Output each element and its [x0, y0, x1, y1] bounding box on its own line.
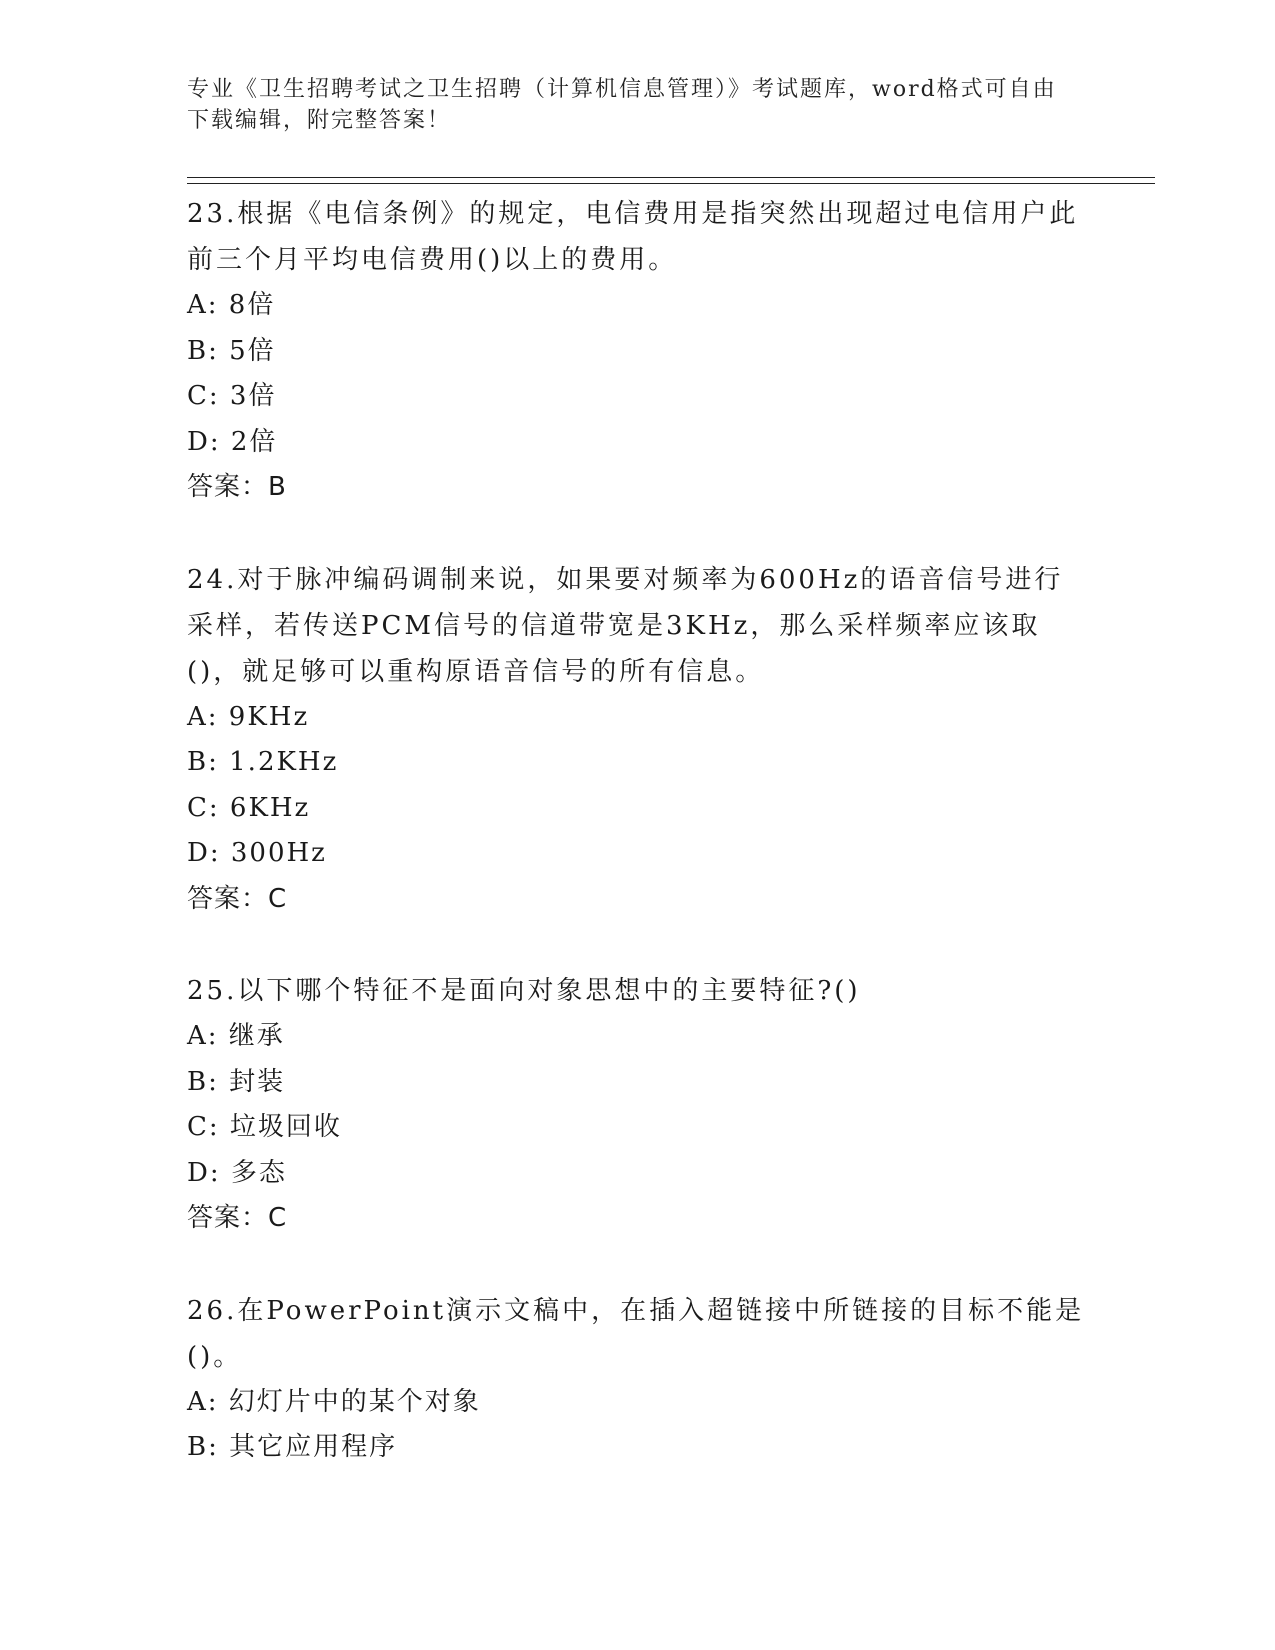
answer-line: 答案：C [187, 1203, 288, 1233]
question-stem: 24.对于脉冲编码调制来说，如果要对频率为600Hz的语音信号进行采样，若传送PCM信号的信道带宽是3KHz，那么采样频率应该取()，就足够可以重构原语音信号的所有信息。 [187, 564, 1064, 687]
question-25 [187, 968, 1087, 1242]
option-b: B: 封装 [187, 1066, 286, 1097]
option-a: A: 8倍 [187, 290, 276, 320]
option-c: C: 6KHz [187, 792, 311, 823]
option-b: B: 5倍 [187, 335, 276, 366]
question-stem: 25.以下哪个特征不是面向对象思想中的主要特征?() [187, 976, 861, 1006]
option-a: A: 幻灯片中的某个对象 [187, 1386, 481, 1417]
answer-line: 答案：C [187, 883, 288, 914]
option-a: A: 9KHz [187, 701, 310, 732]
option-c: C: 3倍 [187, 381, 277, 411]
option-c: C: 垃圾回收 [187, 1112, 342, 1142]
question-26 [187, 1288, 1087, 1471]
question-24 [187, 557, 1087, 923]
option-d: D: 300Hz [187, 838, 327, 868]
header-divider-bottom [187, 183, 1155, 184]
document-header: 专业《卫生招聘考试之卫生招聘（计算机信息管理）》考试题库，word格式可自由下载编辑，附完整答案！ [187, 77, 1057, 133]
option-d: D: 多态 [187, 1157, 287, 1188]
header-divider-top [187, 177, 1155, 178]
question-23 [187, 191, 1087, 511]
option-b: B: 其它应用程序 [187, 1432, 398, 1462]
option-d: D: 2倍 [187, 426, 278, 457]
option-a: A: 继承 [187, 1021, 285, 1051]
question-list [187, 191, 1087, 1471]
option-b: B: 1.2KHz [187, 747, 339, 777]
answer-line: 答案：B [187, 472, 287, 502]
question-stem: 23.根据《电信条例》的规定，电信费用是指突然出现超过电信用户此前三个月平均电信费用()以上的费用。 [187, 199, 1079, 275]
question-stem: 26.在PowerPoint演示文稿中，在插入超链接中所链接的目标不能是()。 [187, 1295, 1085, 1372]
